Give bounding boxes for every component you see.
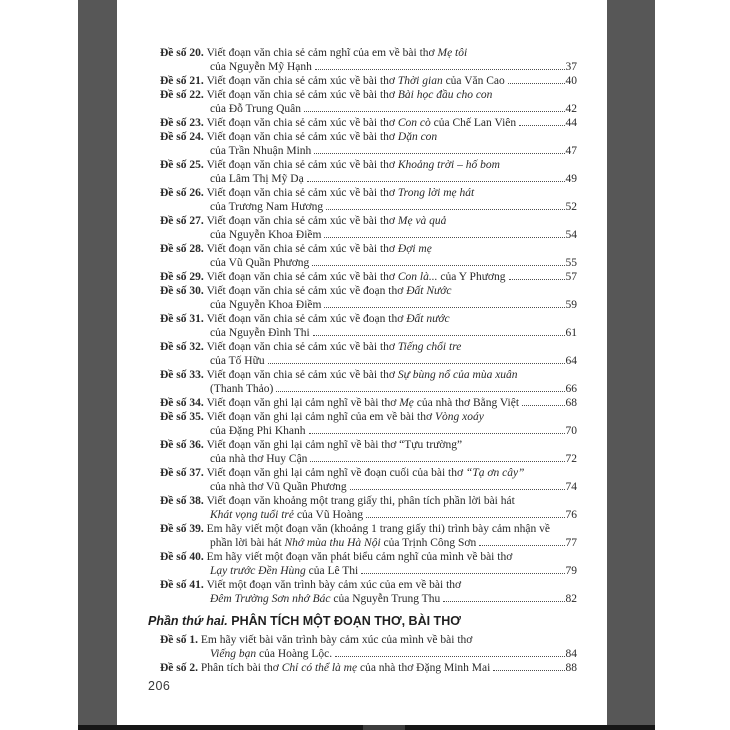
toc-entry-text [160,522,550,536]
toc-entry-line [160,578,577,592]
toc-entry [148,396,577,410]
toc-entry [148,368,577,396]
toc-entry-continuation-line [210,228,577,242]
toc-entry-text [160,186,474,200]
toc-entry-text [160,116,516,130]
dot-leader [309,433,565,434]
toc-text-run: Viết đoạn văn chia sẻ cảm xúc về bài thơ [206,89,398,101]
toc-text-run: của Đỗ Trung Quân [210,103,302,115]
toc-list-part1 [148,46,577,606]
toc-entry-text [210,452,307,466]
toc-entry [148,270,577,284]
photo-bottom-edge [78,725,655,730]
toc-entry-continuation-line [210,256,577,270]
toc-entry-line [160,158,577,172]
toc-page-number: 52 [565,201,577,213]
toc-entry-line [160,270,577,284]
toc-list-part2 [148,633,577,675]
toc-entry-continuation-line [210,102,577,116]
toc-work-title: Sự bùng nổ của mùa xuân [397,369,518,381]
toc-entry [148,88,577,116]
toc-text-run: của Vũ Quần Phương [210,257,310,269]
toc-text-run: của nhà thơ Huy Cận [210,453,308,465]
toc-entry [148,158,577,186]
toc-entry-text [210,200,323,214]
toc-entry-line [160,368,577,382]
toc-entry-line [160,116,577,130]
toc-entry-line [160,214,577,228]
toc-text-run: Em hãy viết bài văn trình bày cảm xúc của mình về bài thơ [200,634,473,646]
toc-text-run: Viết đoạn văn chia sẻ cảm nghĩ của em về bài thơ [206,47,438,59]
toc-work-title: Con cò [397,117,431,129]
toc-entry-text [210,228,321,242]
toc-text-run: Viết đoạn văn chia sẻ cảm xúc về bài thơ [206,187,398,199]
toc-entry-line [160,312,577,326]
toc-entry-continuation-line [210,144,577,158]
toc-entry [148,242,577,270]
toc-entry-text [160,130,437,144]
toc-entry-text [160,312,450,326]
toc-entry-label: Đề số 37. [160,467,207,479]
toc-text-run: Viết đoạn văn chia sẻ cảm xúc về bài thơ [206,117,398,129]
toc-entry-text [160,633,472,647]
toc-page-number: 66 [565,383,577,395]
toc-work-title: Lạy trước Đền Hùng [210,565,306,577]
toc-entry-line [160,522,577,536]
toc-entry-continuation-line [210,298,577,312]
toc-page-number: 57 [565,271,577,283]
toc-text-run: Em hãy viết một đoạn văn (khoảng 1 trang giấy thi) trình bày cảm nhận về [206,523,550,535]
photo-bottom-edge-highlight [363,725,405,730]
toc-entry [148,466,577,494]
dot-leader [304,111,564,112]
toc-page-number: 47 [565,145,577,157]
dot-leader [361,573,564,574]
toc-page-number: 37 [565,61,577,73]
toc-text-run: của Lê Thi [305,565,359,577]
toc-entry-label: Đề số 1. [160,634,201,646]
toc-text-run: Viết đoạn văn ghi lại cảm nghĩ về bài thơ “Tựu trường” [206,439,463,451]
dot-leader [335,656,564,657]
toc-text-run: của Y Phương [437,271,506,283]
toc-entry-label: Đề số 23. [160,117,207,129]
toc-work-title: “Tạ ơn cây” [465,467,525,479]
toc-entry-label: Đề số 29. [160,271,207,283]
toc-entry-text [160,46,467,60]
toc-entry [148,661,577,675]
toc-text-run: Viết đoạn văn chia sẻ cảm xúc về bài thơ [206,75,398,87]
toc-entry [148,438,577,466]
toc-entry-text [160,270,506,284]
toc-page-number: 54 [565,229,577,241]
toc-entry-label: Đề số 31. [160,313,207,325]
toc-text-run: Viết đoạn văn ghi lại cảm nghĩ của em về bài thơ [206,411,435,423]
toc-entry-line [160,661,577,675]
toc-entry-label: Đề số 27. [160,215,207,227]
book-toc-page [148,46,577,675]
toc-entry-label: Đề số 36. [160,439,207,451]
dot-leader [522,405,564,406]
toc-entry-label: Đề số 32. [160,341,207,353]
toc-page-number: 72 [565,453,577,465]
dot-leader [310,461,564,462]
toc-text-run: Viết đoạn văn khoảng một trang giấy thi, phân tích phần lời bài hát [206,495,515,507]
toc-entry-continuation-line [210,60,577,74]
toc-entry-line [160,242,577,256]
dot-leader [350,489,565,490]
toc-text-run: Phân tích bài thơ [200,662,282,674]
toc-entry-label: Đề số 2. [160,662,201,674]
toc-entry-line [160,438,577,452]
dot-leader [324,307,564,308]
toc-entry-text [160,578,461,592]
toc-entry [148,46,577,74]
toc-work-title: Khoảng trời – hố bom [397,159,500,171]
toc-page-number: 70 [565,425,577,437]
toc-entry-label: Đề số 40. [160,551,207,563]
toc-entry [148,494,577,522]
toc-entry-continuation-line [210,200,577,214]
toc-entry-text [210,354,265,368]
toc-entry-label: Đề số 33. [160,369,207,381]
section-heading-part2 [148,614,577,629]
toc-text-run: Viết đoạn văn chia sẻ cảm xúc về bài thơ [206,131,398,143]
toc-entry-line [160,340,577,354]
dot-leader [307,181,565,182]
toc-text-run: Viết đoạn văn ghi lại cảm nghĩ về đoạn cuối của bài thơ [206,467,466,479]
toc-entry-text [160,410,484,424]
toc-entry-label: Đề số 38. [160,495,207,507]
toc-entry-label: Đề số 34. [160,397,207,409]
toc-work-title: Viếng bạn [210,648,257,660]
toc-entry [148,578,577,606]
toc-entry-continuation-line [210,172,577,186]
dot-leader [519,125,564,126]
toc-entry-continuation-line [210,382,577,396]
toc-entry-line [160,396,577,410]
toc-work-title: Bài học đầu cho con [397,89,493,101]
toc-text-run: của Hoàng Lộc. [256,648,333,660]
toc-entry [148,214,577,242]
toc-entry-continuation-line [210,592,577,606]
toc-work-title: Nhớ mùa thu Hà Nội [284,537,381,549]
toc-work-title: Đợi mẹ [397,243,432,255]
toc-entry-text [160,74,505,88]
toc-work-title: Mẹ tôi [437,47,468,59]
toc-page-number: 61 [565,327,577,339]
toc-text-run: của nhà thơ Vũ Quần Phương [210,481,347,493]
toc-entry-text [160,661,490,675]
toc-page-number: 82 [565,593,577,605]
toc-page-number: 59 [565,299,577,311]
toc-text-run: Viết đoạn văn chia sẻ cảm xúc về bài thơ [206,215,398,227]
toc-text-run: của Chế Lan Viên [430,117,517,129]
toc-entry-text [160,438,462,452]
toc-entry [148,312,577,340]
toc-text-run: của Trần Nhuận Minh [210,145,312,157]
toc-text-run: của Trương Nam Hương [210,201,324,213]
toc-entry-line [160,410,577,424]
toc-page-number: 44 [565,117,577,129]
toc-text-run: Em hãy viết một đoạn văn phát biểu cảm nghĩ của mình về bài thơ [206,551,513,563]
toc-entry-text [210,508,363,522]
toc-work-title: Con là... [397,271,438,283]
dot-leader [509,279,565,280]
dot-leader [312,265,564,266]
toc-entry-text [210,60,312,74]
toc-work-title: Khát vọng tuổi trẻ [210,509,295,521]
toc-entry-line [160,88,577,102]
toc-entry-text [160,340,461,354]
toc-page-number: 55 [565,257,577,269]
toc-entry-label: Đề số 39. [160,523,207,535]
dot-leader [443,601,564,602]
toc-work-title: Dặn con [397,131,438,143]
toc-work-title: Đất Nước [406,285,452,297]
toc-text-run: của Vũ Hoàng [294,509,364,521]
toc-entry-label: Đề số 26. [160,187,207,199]
toc-text-run: Viết đoạn văn chia sẻ cảm xúc về bài thơ [206,243,398,255]
toc-page-number: 40 [565,75,577,87]
toc-entry-text [210,647,332,661]
toc-entry-text [160,494,515,508]
toc-entry [148,340,577,368]
dot-leader [313,335,565,336]
toc-entry-label: Đề số 28. [160,243,207,255]
toc-entry-line [160,494,577,508]
toc-entry-continuation-line [210,354,577,368]
dot-leader [268,363,565,364]
dot-leader [326,209,564,210]
dot-leader [366,517,564,518]
toc-entry-text [160,242,432,256]
toc-work-title: Đêm Trường Sơn nhớ Bác [210,593,331,605]
dot-leader [314,153,564,154]
toc-page-number: 49 [565,173,577,185]
toc-page-number: 42 [565,103,577,115]
toc-entry [148,116,577,130]
toc-entry-text [210,102,301,116]
toc-text-run: Viết đoạn văn chia sẻ cảm xúc về bài thơ [206,369,398,381]
toc-entry-text [210,564,358,578]
toc-entry [148,186,577,214]
toc-page-number: 68 [565,397,577,409]
toc-text-run: của Văn Cao [442,75,505,87]
toc-text-run: Viết đoạn văn ghi lại cảm nghĩ về bài thơ [206,397,400,409]
toc-entry-text [160,368,518,382]
toc-entry-label: Đề số 41. [160,579,207,591]
toc-entry-continuation-line [210,564,577,578]
toc-page-number: 64 [565,355,577,367]
photo-background-right-strip [607,0,655,726]
toc-entry-continuation-line [210,647,577,661]
toc-entry-text [160,158,500,172]
toc-entry-line [160,466,577,480]
dot-leader [479,545,564,546]
toc-entry-label: Đề số 30. [160,285,207,297]
toc-entry-continuation-line [210,452,577,466]
toc-entry-text [160,284,452,298]
dot-leader [276,391,564,392]
toc-entry-text [210,144,311,158]
toc-work-title: Vòng xoáy [434,411,484,423]
toc-entry-text [210,424,306,438]
toc-text-run: Viết đoạn văn chia sẻ cảm xúc về bài thơ [206,341,398,353]
toc-text-run: của Nguyễn Khoa Điềm [210,299,322,311]
toc-entry-line [160,284,577,298]
toc-entry-text [160,88,492,102]
toc-entry-text [210,592,440,606]
toc-work-title: Thời gian [397,75,443,87]
toc-entry-line [160,130,577,144]
toc-text-run: Viết đoạn văn chia sẻ cảm xúc về đoạn thơ [206,313,407,325]
toc-text-run: của Nguyễn Khoa Điềm [210,229,322,241]
toc-entry-line [160,46,577,60]
section-heading-label: Phần thứ hai. [148,614,232,628]
toc-entry-continuation-line [210,326,577,340]
toc-entry-label: Đề số 35. [160,411,207,423]
toc-text-run: phần lời bài hát [210,537,285,549]
toc-text-run: của nhà thơ Đặng Minh Mai [357,662,491,674]
toc-text-run: Viết đoạn văn chia sẻ cảm xúc về bài thơ [206,271,398,283]
toc-entry-continuation-line [210,508,577,522]
toc-work-title: Tiếng chổi tre [397,341,462,353]
toc-entry [148,522,577,550]
toc-entry-label: Đề số 25. [160,159,207,171]
toc-text-run: của Nguyễn Đình Thi [210,327,310,339]
toc-text-run: Viết đoạn văn chia sẻ cảm xúc về bài thơ [206,159,398,171]
toc-text-run: của Đặng Phi Khanh [210,425,306,437]
toc-entry-text [160,550,512,564]
dot-leader [324,237,564,238]
toc-entry [148,284,577,312]
toc-text-run: Viết một đoạn văn trình bày cảm xúc của em về bài thơ [206,579,462,591]
photo-background-left-strip [78,0,117,726]
toc-entry-line [160,74,577,88]
toc-entry [148,633,577,661]
toc-entry-text [160,466,524,480]
toc-text-run: của Nguyễn Trung Thu [330,593,441,605]
toc-entry-line [160,186,577,200]
toc-work-title: Trong lời mẹ hát [397,187,475,199]
toc-entry-text [160,214,446,228]
toc-entry-line [160,633,577,647]
dot-leader [315,69,565,70]
toc-entry-continuation-line [210,536,577,550]
toc-text-run: của Nguyễn Mỹ Hạnh [210,61,312,73]
toc-entry-text [160,396,519,410]
toc-work-title: Mẹ và quả [397,215,447,227]
toc-text-run: của nhà thơ Bằng Việt [413,397,520,409]
dot-leader [493,670,564,671]
toc-text-run: (Thanh Thảo) [210,383,274,395]
toc-entry-text [210,172,304,186]
toc-text-run: của Trịnh Công Sơn [380,537,477,549]
toc-page-number: 84 [565,648,577,660]
toc-entry-label: Đề số 20. [160,47,207,59]
toc-entry [148,410,577,438]
toc-page-number: 74 [565,481,577,493]
toc-work-title: Chỉ có thể là mẹ [281,662,358,674]
toc-text-run: của Tố Hữu [210,355,265,367]
toc-entry-label: Đề số 21. [160,75,207,87]
toc-text-run: Viết đoạn văn chia sẻ cảm xúc về đoạn thơ [206,285,407,297]
toc-entry-text [210,298,321,312]
toc-entry-text [210,382,273,396]
toc-entry-text [210,480,347,494]
toc-entry-text [210,536,476,550]
toc-page-number: 77 [565,537,577,549]
toc-page-number: 79 [565,565,577,577]
toc-entry-text [210,326,310,340]
page-number-footer: 206 [148,679,171,693]
toc-page-number: 88 [565,662,577,674]
toc-entry [148,130,577,158]
dot-leader [508,83,565,84]
toc-text-run: của Lâm Thị Mỹ Dạ [210,173,304,185]
toc-work-title: Đất nước [406,313,450,325]
section-heading-title: PHÂN TÍCH MỘT ĐOẠN THƠ, BÀI THƠ [231,614,461,628]
toc-entry-continuation-line [210,424,577,438]
toc-work-title: Mẹ [399,397,414,409]
toc-entry-label: Đề số 24. [160,131,207,143]
toc-entry [148,74,577,88]
toc-entry-line [160,550,577,564]
toc-entry-text [210,256,309,270]
toc-entry-continuation-line [210,480,577,494]
toc-entry-label: Đề số 22. [160,89,207,101]
toc-entry [148,550,577,578]
toc-page-number: 76 [565,509,577,521]
